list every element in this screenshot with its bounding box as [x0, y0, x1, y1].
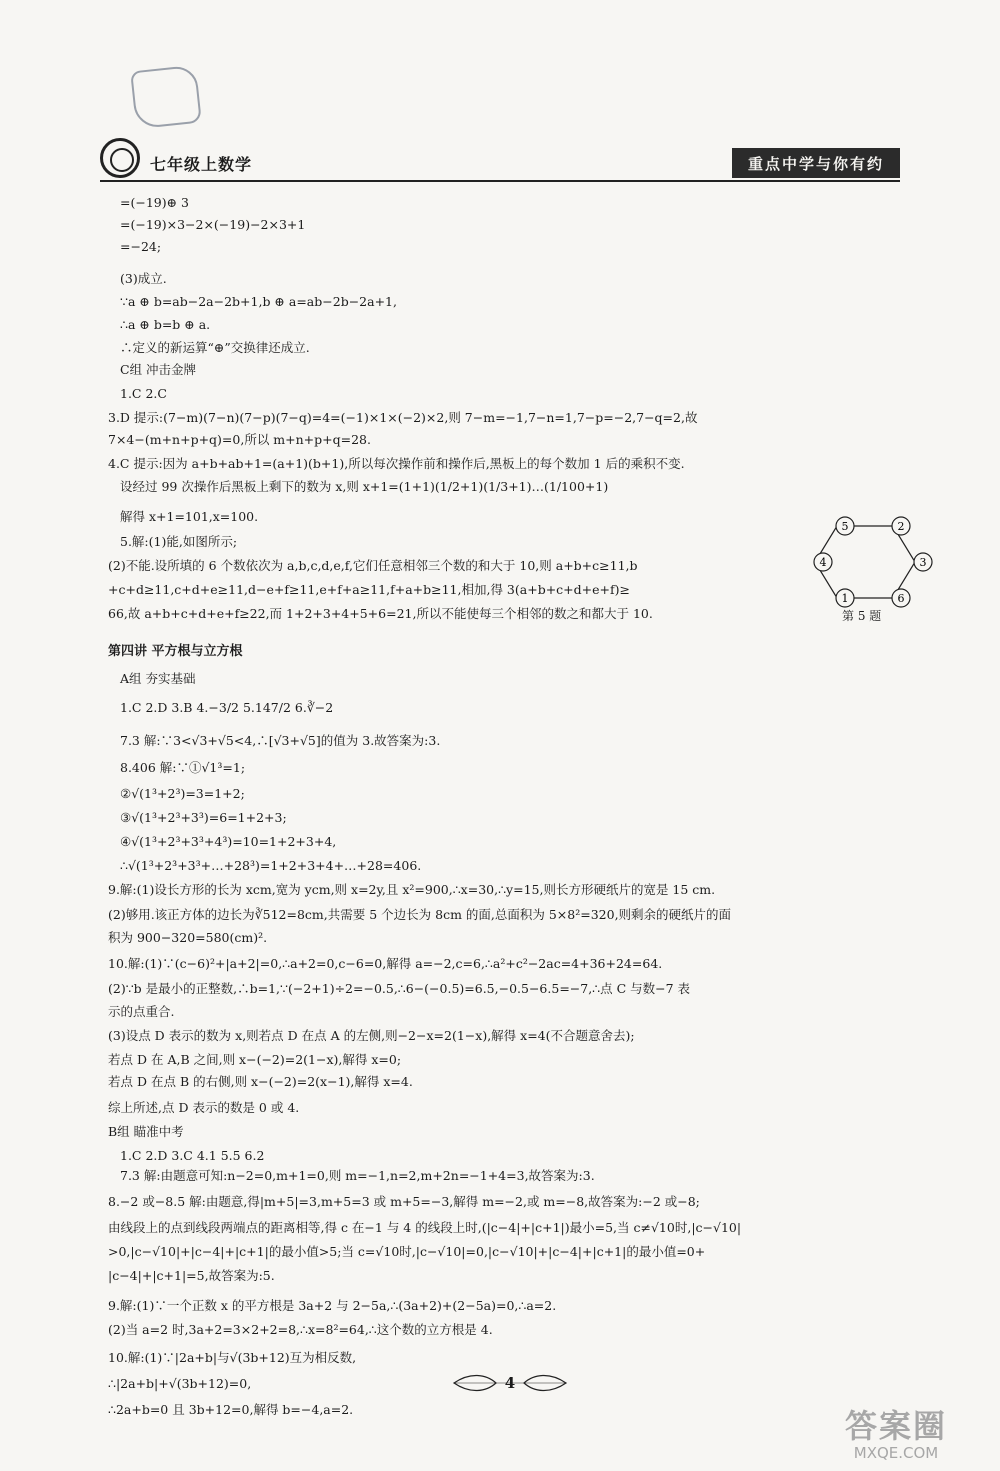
answer-line: =−24; — [120, 239, 162, 254]
answer-line: =(−19)⊕ 3 — [120, 195, 190, 210]
hexagon-node — [836, 589, 854, 607]
answer-line: ④√(1³+2³+3³+4³)=10=1+2+3+4, — [120, 834, 337, 849]
answer-line: ∴2a+b=0 且 3b+12=0,解得 b=−4,a=2. — [108, 1402, 354, 1417]
answer-line: +c+d≥11,c+d+e≥11,d−e+f≥11,e+f+a≥11,f+a+b≥11,相加,得 3(a+b+c+d+e+f)≥ — [108, 582, 630, 597]
answer-line: 1.C 2.C — [120, 386, 167, 401]
answer-line: (3)设点 D 表示的数为 x,则若点 D 在点 A 的左侧,则−2−x=2(1−x),解得 x=4(不合题意舍去); — [108, 1028, 635, 1043]
hexagon-node — [814, 553, 832, 571]
answer-line: >0,|c−√10|+|c−4|+|c+1|的最小值>5;当 c=√10时,|c−√10|=0,|c−√10|+|c−4|+|c+1|的最小值=0+ — [108, 1244, 706, 1259]
watermark-text: 答案圈 — [844, 1407, 947, 1445]
library-stamp — [130, 65, 202, 130]
answer-line: 9.解:(1)设长方形的长为 xcm,宽为 ycm,则 x=2y,且 x²=900,∴x=30,∴y=15,则长方形硬纸片的宽是 15 cm. — [108, 882, 716, 897]
answer-line: 8.−2 或−8.5 解:由题意,得|m+5|=3,m+5=3 或 m+5=−3,解得 m=−2,或 m=−8,故答案为:−2 或−8; — [108, 1194, 700, 1209]
answer-line: ∴√(1³+2³+3³+…+28³)=1+2+3+4+…+28=406. — [120, 858, 422, 873]
answer-line: 9.解:(1)∵一个正数 x 的平方根是 3a+2 与 2−5a,∴(3a+2)+(2−5a)=0,∴a=2. — [108, 1298, 557, 1313]
figure-caption: 第 5 题 — [842, 609, 882, 623]
answer-line: 综上所述,点 D 表示的数是 0 或 4. — [108, 1100, 300, 1115]
answer-line: ②√(1³+2³)=3=1+2; — [120, 786, 245, 801]
page-number-ornament — [450, 1370, 570, 1396]
page-number: 4 — [504, 1374, 516, 1392]
answer-line: ∴定义的新运算“⊕”交换律还成立. — [120, 340, 310, 355]
answer-line: 4.C 提示:因为 a+b+ab+1=(a+1)(b+1),所以每次操作前和操作后,黑板上的每个数加 1 后的乘积不变. — [108, 456, 685, 471]
answer-line: (2)够用.该正方体的边长为∛512=8cm,共需要 5 个边长为 8cm 的面,总面积为 5×8²=320,则剩余的硬纸片的面 — [108, 907, 732, 922]
hexagon-node-label: 3 — [919, 556, 927, 569]
answer-line: 8.406 解:∵①√1³=1; — [120, 760, 246, 775]
hexagon-node-label: 2 — [897, 520, 905, 533]
hexagon-node — [892, 589, 910, 607]
answer-line: 7×4−(m+n+p+q)=0,所以 m+n+p+q=28. — [108, 432, 371, 447]
series-banner: 重点中学与你有约 — [732, 148, 900, 178]
answer-line: A组 夯实基础 — [120, 671, 196, 686]
answer-line: 3.D 提示:(7−m)(7−n)(7−p)(7−q)=4=(−1)×1×(−2)×2,则 7−m=−1,7−n=1,7−p=−2,7−q=2,故 — [108, 410, 698, 425]
hexagon-figure — [815, 512, 927, 612]
book-title: 七年级上数学 — [150, 155, 253, 174]
hexagon-node — [836, 517, 854, 535]
answer-line: ∴a ⊕ b=b ⊕ a. — [120, 317, 211, 332]
school-logo-icon — [100, 138, 140, 178]
site-watermark — [810, 1408, 982, 1466]
answer-line: 10.解:(1)∵(c−6)²+|a+2|=0,∴a+2=0,c−6=0,解得 a=−2,c=6,∴a²+c²−2ac=4+36+24=64. — [108, 956, 663, 971]
answer-line: (2)不能.设所填的 6 个数依次为 a,b,c,d,e,f,它们任意相邻三个数的和大于 10,则 a+b+c≥11,b — [108, 558, 638, 573]
answer-line: 7.3 解:∵3<√3+√5<4,∴[√3+√5]的值为 3.故答案为:3. — [120, 733, 441, 748]
answer-line: 由线段上的点到线段两端点的距离相等,得 c 在−1 与 4 的线段上时,(|c−4|+|c+1|)最小=5,当 c≠√10时,|c−√10| — [108, 1220, 742, 1235]
watermark-url: MXQE.COM — [853, 1444, 939, 1462]
answer-line: 66,故 a+b+c+d+e+f≥22,而 1+2+3+4+5+6=21,所以不能使每三个相邻的数之和都大于 10. — [108, 606, 653, 621]
hexagon-node-label: 5 — [841, 520, 849, 533]
answer-line: ③√(1³+2³+3³)=6=1+2+3; — [120, 810, 287, 825]
section-heading: 第四讲 平方根与立方根 — [108, 644, 243, 659]
answer-line: 5.解:(1)能,如图所示; — [120, 534, 238, 549]
answer-line: 7.3 解:由题意可知:n−2=0,m+1=0,则 m=−1,n=2,m+2n=−1+4=3,故答案为:3. — [120, 1168, 595, 1183]
answer-line: (2)当 a=2 时,3a+2=3×2+2=8,∴x=8²=64,∴这个数的立方根是 4. — [108, 1322, 493, 1337]
answer-line: 示的点重合. — [108, 1004, 175, 1019]
answer-line: 设经过 99 次操作后黑板上剩下的数为 x,则 x+1=(1+1)(1/2+1)(1/3+1)…(1/100+1) — [120, 479, 609, 494]
answer-line: (2)∵b 是最小的正整数,∴b=1,∵(−2+1)÷2=−0.5,∴6−(−0.5)=6.5,−0.5−6.5=−7,∴点 C 与数−7 表 — [108, 981, 691, 996]
answer-line: |c−4|+|c+1|=5,故答案为:5. — [108, 1268, 275, 1283]
answer-line: 若点 D 在点 B 的右侧,则 x−(−2)=2(x−1),解得 x=4. — [108, 1074, 413, 1089]
hexagon-node-label: 6 — [897, 592, 905, 605]
answer-line: 1.C 2.D 3.B 4.−3/2 5.147/2 6.∛−2 — [120, 700, 334, 715]
answer-line: 若点 D 在 A,B 之间,则 x−(−2)=2(1−x),解得 x=0; — [108, 1052, 402, 1067]
answer-line: 积为 900−320=580(cm)². — [108, 930, 268, 945]
hexagon-node — [892, 517, 910, 535]
answer-line: 1.C 2.D 3.C 4.1 5.5 6.2 — [120, 1148, 265, 1163]
answer-line: C组 冲击金牌 — [120, 362, 197, 377]
answer-line: ∴|2a+b|+√(3b+12)=0, — [108, 1376, 252, 1391]
answer-line: (3)成立. — [120, 271, 167, 286]
answer-line: B组 瞄准中考 — [108, 1124, 184, 1139]
header-rule — [100, 180, 900, 182]
answer-line: 解得 x+1=101,x=100. — [120, 509, 259, 524]
hexagon-node-label: 4 — [819, 556, 827, 569]
answer-line: ∵a ⊕ b=ab−2a−2b+1,b ⊕ a=ab−2b−2a+1, — [120, 294, 397, 309]
hexagon-node-label: 1 — [841, 592, 849, 605]
hexagon-node — [914, 553, 932, 571]
answer-line: =(−19)×3−2×(−19)−2×3+1 — [120, 217, 306, 232]
answer-line: 10.解:(1)∵|2a+b|与√(3b+12)互为相反数, — [108, 1350, 357, 1365]
